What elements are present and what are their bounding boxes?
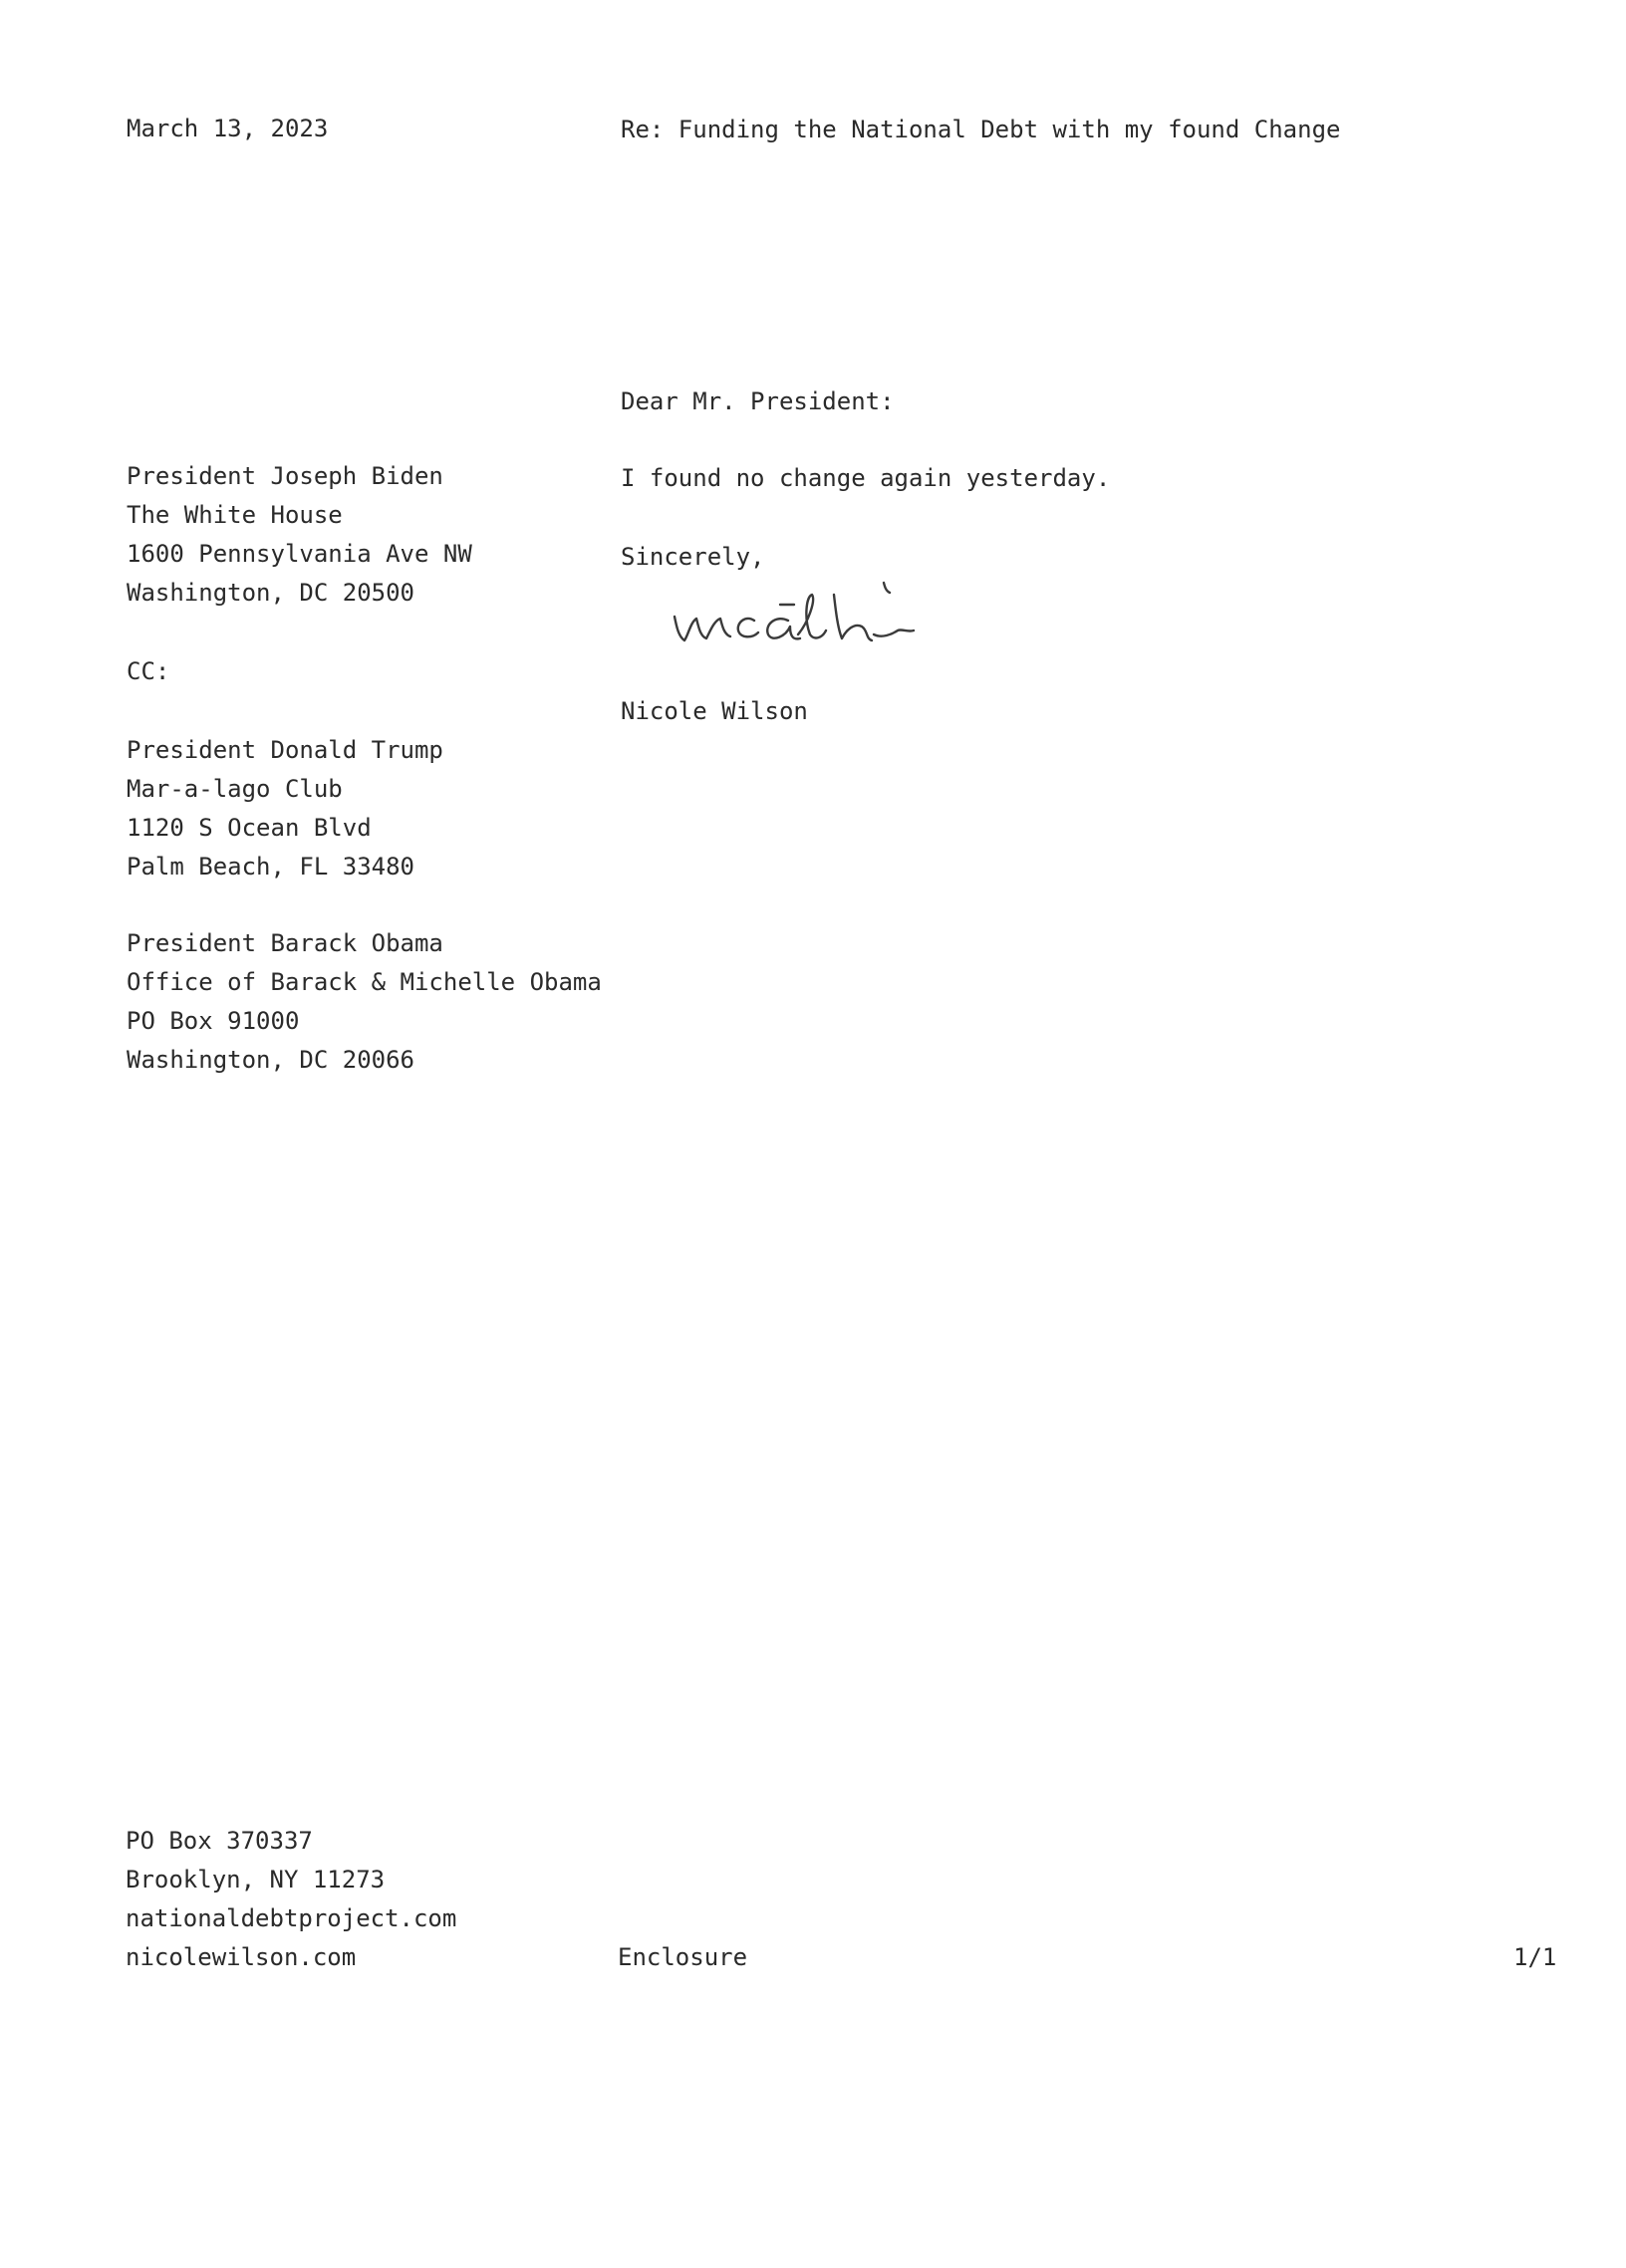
handwritten-signature (663, 565, 1021, 654)
return-address-line: PO Box 370337 (126, 1827, 313, 1855)
subject-line: Re: Funding the National Debt with my found Change (621, 116, 1341, 143)
signature-stroke (675, 617, 730, 640)
cc-label: CC: (127, 657, 170, 685)
cc-address-line: Washington, DC 20066 (127, 1046, 414, 1074)
recipient-address-line: Washington, DC 20500 (127, 579, 414, 607)
signature-stroke (738, 619, 758, 636)
enclosure-note: Enclosure (618, 1943, 748, 1971)
signer-name: Nicole Wilson (621, 697, 808, 725)
recipient-address-line: The White House (127, 501, 343, 529)
page-number: 1/1 (1513, 1943, 1557, 1971)
closing: Sincerely, (621, 543, 765, 571)
return-address (126, 1822, 456, 1977)
cc-address-line: Mar-a-lago Club (127, 775, 343, 803)
cc-address-line: 1120 S Ocean Blvd (127, 814, 372, 842)
website-text: nationaldebtproject.com (126, 1904, 457, 1932)
recipient-address-line: 1600 Pennsylvania Ave NW (127, 540, 472, 568)
signature-stroke (884, 583, 890, 593)
return-address-line: Brooklyn, NY 11273 (126, 1866, 386, 1893)
recipient-address (127, 457, 472, 613)
cc-address-line: Office of Barack & Michelle Obama (127, 968, 602, 996)
salutation: Dear Mr. President: (621, 387, 895, 415)
cc-address (127, 731, 443, 886)
website-text: nicolewilson.com (126, 1943, 357, 1971)
cc-name: President Donald Trump (127, 736, 443, 764)
cc-address (127, 924, 602, 1080)
signature-stroke (767, 619, 800, 638)
letter-body: I found no change again yesterday. (621, 464, 1111, 492)
cc-address-line: PO Box 91000 (127, 1007, 300, 1035)
cc-name: President Barack Obama (127, 929, 443, 957)
signature-stroke (798, 595, 826, 637)
cc-address-line: Palm Beach, FL 33480 (127, 853, 414, 881)
letter-date: March 13, 2023 (127, 115, 329, 142)
signature-stroke (874, 630, 914, 635)
signature-stroke (834, 595, 872, 640)
recipient-name: President Joseph Biden (127, 462, 443, 490)
